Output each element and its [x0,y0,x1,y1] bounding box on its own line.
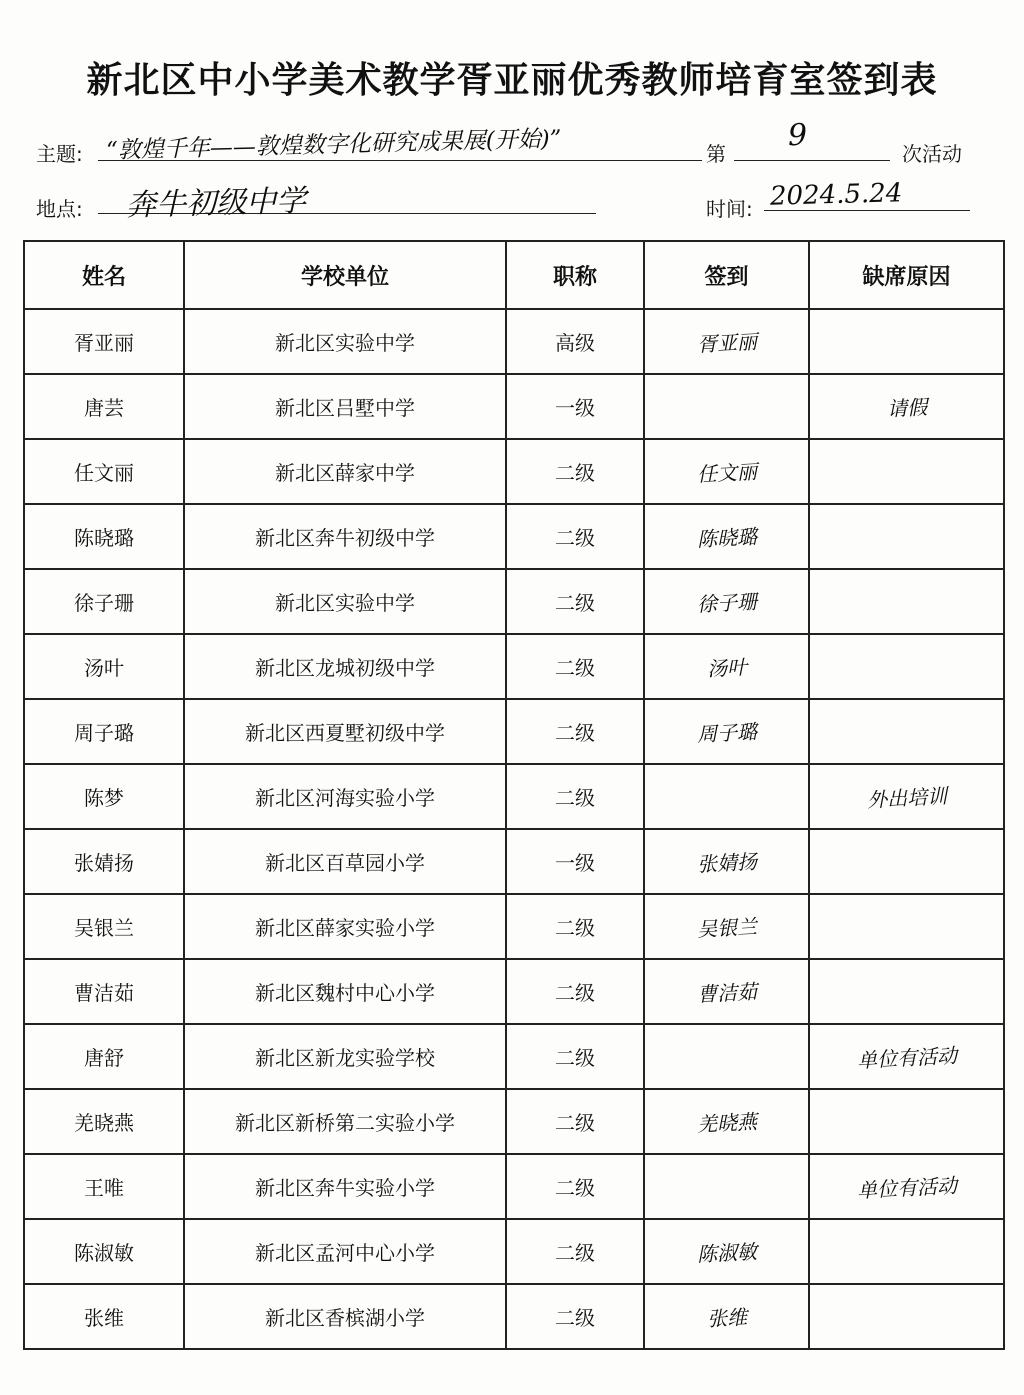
signature-text: 任文丽 [695,459,758,487]
absence-reason-cell [809,634,1004,699]
signature-cell [644,1219,809,1284]
header-school: 学校单位 [184,241,506,309]
table-row [24,1284,1004,1349]
session-suffix: 次活动 [902,142,962,166]
signature-text: 徐子珊 [695,589,758,617]
signature-cell [644,1154,809,1219]
name-cell: 张婧扬 [24,829,184,894]
title-cell: 二级 [506,699,644,764]
sign-in-table [23,240,1005,1350]
absence-reason-cell [809,309,1004,374]
table-row [24,309,1004,374]
title-cell: 二级 [506,1154,644,1219]
table-row [24,1089,1004,1154]
table-row [24,764,1004,829]
title-cell: 高级 [506,309,644,374]
absence-reason-text: 单位有活动 [856,1173,958,1203]
theme-value: “敦煌千年——敦煌数字化研究成果展(开始)” [105,126,562,164]
table-row [24,959,1004,1024]
signature-cell [644,1284,809,1349]
table-row [24,374,1004,439]
time-value: 2024.5.24 [769,178,903,212]
absence-reason-cell [809,1024,1004,1089]
signature-cell [644,374,809,439]
session-value: 9 [787,117,808,154]
signature-text: 羌晓燕 [695,1109,758,1137]
signature-text: 吴银兰 [695,914,758,942]
signature-cell [644,764,809,829]
name-cell: 汤叶 [24,634,184,699]
absence-reason-cell [809,1089,1004,1154]
signature-text: 陈淑敏 [695,1239,758,1267]
name-cell: 陈梦 [24,764,184,829]
header-absence-reason: 缺席原因 [809,241,1004,309]
signature-cell [644,309,809,374]
title-cell: 二级 [506,1284,644,1349]
table-row [24,1154,1004,1219]
name-cell: 羌晓燕 [24,1089,184,1154]
signature-cell [644,959,809,1024]
signature-text: 张婧扬 [695,849,758,877]
location-value: 奔牛初级中学 [125,183,307,224]
table-row [24,699,1004,764]
school-cell: 新北区吕墅中学 [184,374,506,439]
name-cell: 王唯 [24,1154,184,1219]
header-signature: 签到 [644,241,809,309]
table-row [24,439,1004,504]
session-underline [734,160,890,161]
signature-text: 张维 [705,1304,748,1332]
name-cell: 徐子珊 [24,569,184,634]
school-cell: 新北区西夏墅初级中学 [184,699,506,764]
signature-cell [644,894,809,959]
name-cell: 吴银兰 [24,894,184,959]
school-cell: 新北区龙城初级中学 [184,634,506,699]
title-cell: 二级 [506,894,644,959]
signature-cell [644,569,809,634]
name-cell: 任文丽 [24,439,184,504]
school-cell: 新北区奔牛实验小学 [184,1154,506,1219]
time-label: 时间: [706,197,753,221]
absence-reason-cell [809,699,1004,764]
name-cell: 唐芸 [24,374,184,439]
absence-reason-cell [809,374,1004,439]
school-cell: 新北区实验中学 [184,569,506,634]
header-title: 职称 [506,241,644,309]
absence-reason-text: 单位有活动 [856,1043,958,1073]
school-cell: 新北区百草园小学 [184,829,506,894]
location-label: 地点: [36,197,83,221]
absence-reason-cell [809,1219,1004,1284]
title-cell: 二级 [506,1219,644,1284]
school-cell: 新北区实验中学 [184,309,506,374]
title-cell: 二级 [506,634,644,699]
school-cell: 新北区魏村中心小学 [184,959,506,1024]
signature-text: 陈晓璐 [695,524,758,552]
theme-label: 主题: [36,142,83,166]
name-cell: 陈淑敏 [24,1219,184,1284]
absence-reason-cell [809,504,1004,569]
name-cell: 周子璐 [24,699,184,764]
school-cell: 新北区孟河中心小学 [184,1219,506,1284]
signature-text: 周子璐 [695,719,758,747]
signature-cell [644,504,809,569]
signature-cell [644,1024,809,1089]
table-header-row [24,241,1004,309]
title-cell: 二级 [506,959,644,1024]
signature-cell [644,1089,809,1154]
title-cell: 一级 [506,829,644,894]
absence-reason-cell [809,569,1004,634]
title-cell: 二级 [506,439,644,504]
table-row [24,634,1004,699]
name-cell: 唐舒 [24,1024,184,1089]
absence-reason-cell [809,959,1004,1024]
name-cell: 陈晓璐 [24,504,184,569]
table-row [24,569,1004,634]
title-cell: 二级 [506,504,644,569]
title-cell: 二级 [506,1024,644,1089]
page-title: 新北区中小学美术教学胥亚丽优秀教师培育室签到表 [86,60,938,101]
signature-text: 胥亚丽 [695,329,758,357]
absence-reason-cell [809,894,1004,959]
school-cell: 新北区香槟湖小学 [184,1284,506,1349]
table-row [24,894,1004,959]
title-cell: 一级 [506,374,644,439]
table-row [24,1024,1004,1089]
school-cell: 新北区河海实验小学 [184,764,506,829]
session-prefix: 第 [706,142,726,166]
absence-reason-cell [809,1284,1004,1349]
school-cell: 新北区奔牛初级中学 [184,504,506,569]
school-cell: 新北区新龙实验学校 [184,1024,506,1089]
name-cell: 曹洁茹 [24,959,184,1024]
school-cell: 新北区薛家中学 [184,439,506,504]
signature-cell [644,634,809,699]
signature-cell [644,829,809,894]
title-cell: 二级 [506,569,644,634]
absence-reason-text: 外出培训 [866,783,948,813]
title-cell: 二级 [506,1089,644,1154]
school-cell: 新北区新桥第二实验小学 [184,1089,506,1154]
absence-reason-cell [809,439,1004,504]
absence-reason-cell [809,829,1004,894]
name-cell: 胥亚丽 [24,309,184,374]
table-row [24,504,1004,569]
absence-reason-cell [809,764,1004,829]
title-cell: 二级 [506,764,644,829]
absence-reason-text: 请假 [885,394,928,422]
signature-cell [644,439,809,504]
table-row [24,1219,1004,1284]
table-row [24,829,1004,894]
header-name: 姓名 [24,241,184,309]
absence-reason-cell [809,1154,1004,1219]
signature-text: 汤叶 [705,654,748,682]
school-cell: 新北区薛家实验小学 [184,894,506,959]
name-cell: 张维 [24,1284,184,1349]
signature-text: 曹洁茹 [695,979,758,1007]
signature-cell [644,699,809,764]
